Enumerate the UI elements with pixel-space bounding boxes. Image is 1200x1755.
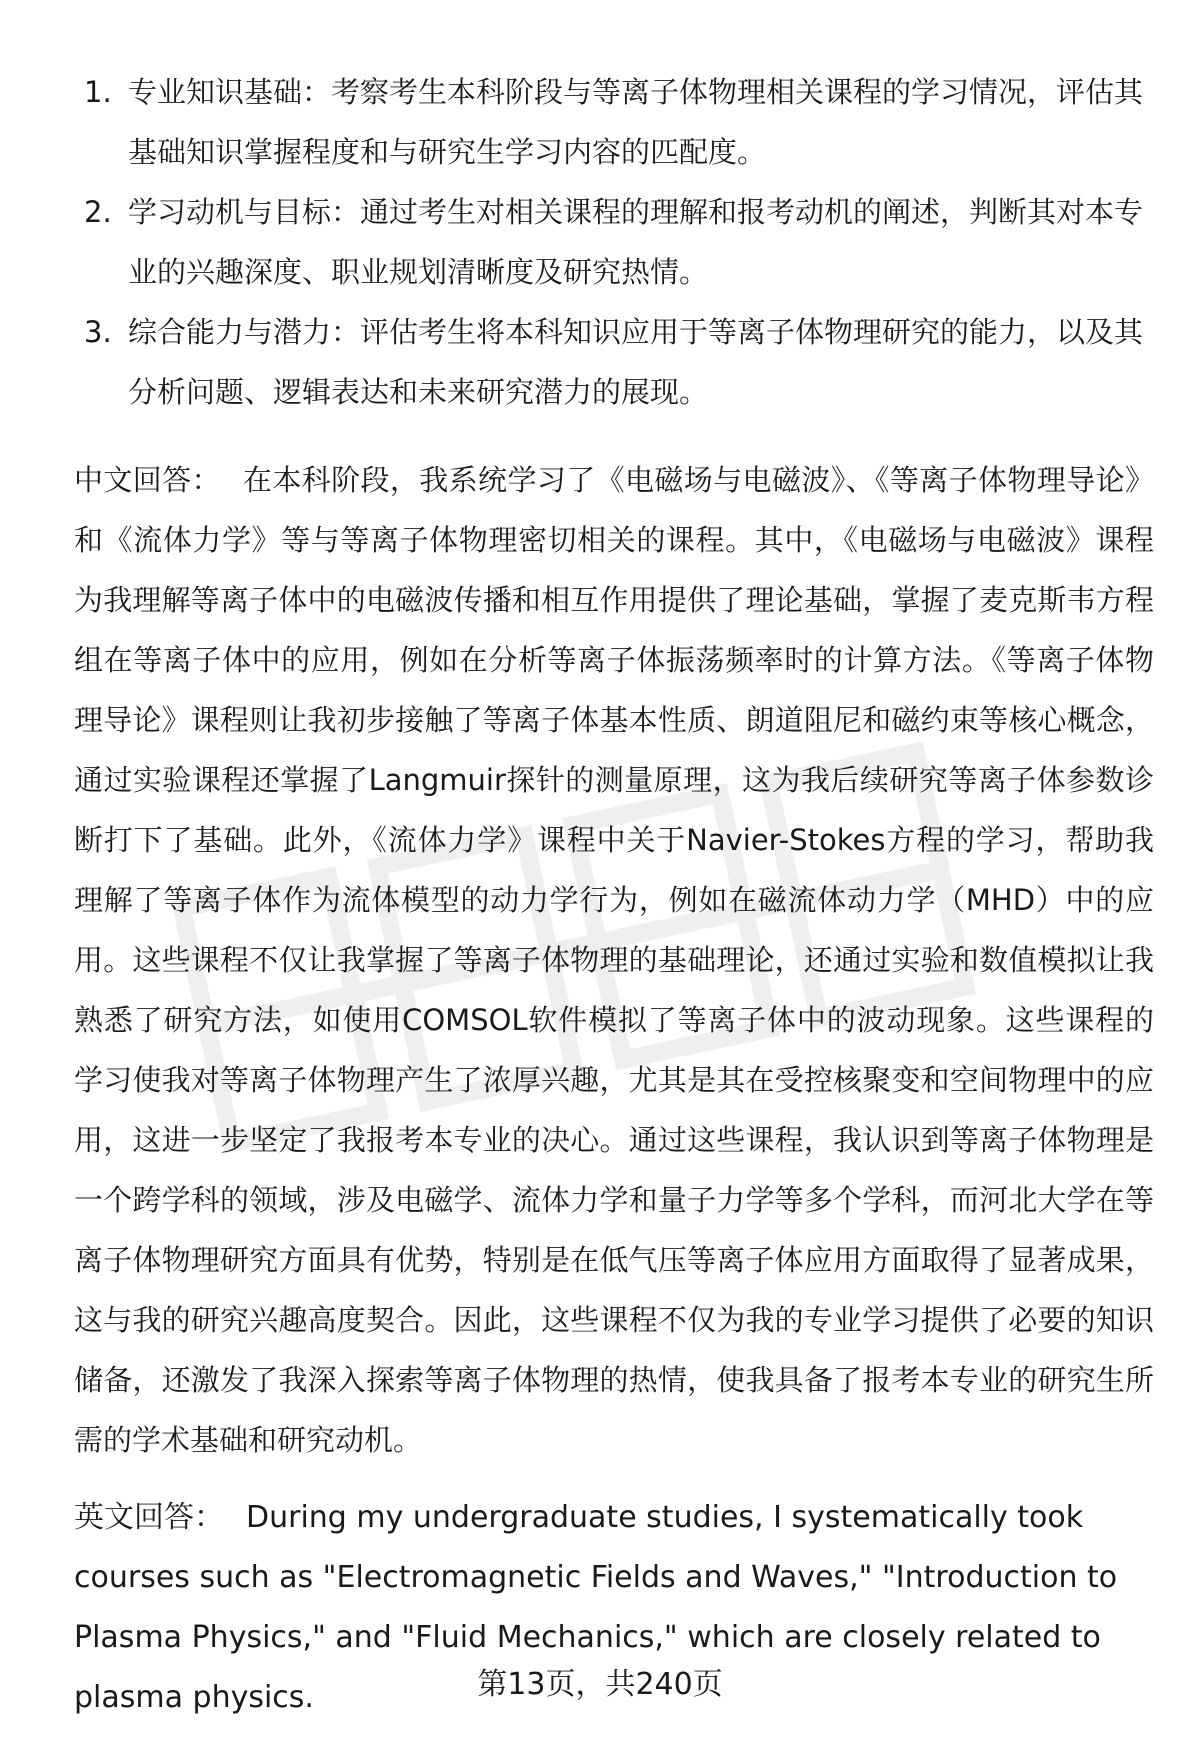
criteria-item [76,182,1156,302]
criteria-number: 3. [84,315,112,349]
criteria-text: 综合能力与潜力：评估考生将本科知识应用于等离子体物理研究的能力，以及其分析问题、逻辑表达和未来研究潜力的展现。 [128,315,1144,409]
english-answer-label: 英文回答： [74,1500,224,1535]
english-answer-text: During my undergraduate studies, I systematically took courses such as "Electromagnetic Fields and Waves," "Introduction to Plasma Physics," and "Fluid Mechanics," which are closely related to plasma physics. [74,1500,1118,1715]
chinese-answer-label: 中文回答： [74,463,221,497]
page-footer [0,1665,1200,1705]
criteria-number: 2. [84,195,112,229]
chinese-answer [74,450,1154,1470]
criteria-text: 专业知识基础：考察考生本科阶段与等离子体物理相关课程的学习情况，评估其基础知识掌握程度和与研究生学习内容的匹配度。 [128,75,1144,169]
page-number: 第13页，共240页 [477,1667,723,1702]
criteria-item [76,62,1156,182]
criteria-number: 1. [84,75,112,109]
chinese-answer-text: 在本科阶段，我系统学习了《电磁场与电磁波》、《等离子体物理导论》和《流体力学》等与等离子体物理密切相关的课程。其中，《电磁场与电磁波》课程为我理解等离子体中的电磁波传播和相互作用提供了理论基础，掌握了麦克斯韦方程组在等离子体中的应用，例如在分析等离子体振荡频率时的计算方法。《等离子体物理导论》课程则让我初步接触了等离子体基本性质、朗道阻尼和磁约束等核心概念，通过实验课程还掌握了Langmuir探针的测量原理，这为我后续研究等离子体参数诊断打下了基础。此外，《流体力学》课程中关于Navier-Stokes方程的学习，帮助我理解了等离子体作为流体模型的动力学行为，例如在磁流体动力学（MHD）中的应用。这些课程不仅让我掌握了等离子体物理的基础理论，还通过实验和数值模拟让我熟悉了研究方法，如使用COMSOL软件模拟了等离子体中的波动现象。这些课程的学习使我对等离子体物理产生了浓厚兴趣，尤其是其在受控核聚变和空间物理中的应用，这进一步坚定了我报考本专业的决心。通过这些课程，我认识到等离子体物理是一个跨学科的领域，涉及电磁学、流体力学和量子力学等多个学科，而河北大学在等离子体物理研究方面具有优势，特别是在低气压等离子体应用方面取得了显著成果，这与我的研究兴趣高度契合。因此，这些课程不仅为我的专业学习提供了必要的知识储备，还激发了我深入探索等离子体物理的热情，使我具备了报考本专业的研究生所需的学术基础和研究动机。 [74,463,1154,1457]
criteria-text: 学习动机与目标：通过考生对相关课程的理解和报考动机的阐述，判断其对本专业的兴趣深度、职业规划清晰度及研究热情。 [128,195,1144,289]
criteria-list [76,62,1156,422]
criteria-item [76,302,1156,422]
